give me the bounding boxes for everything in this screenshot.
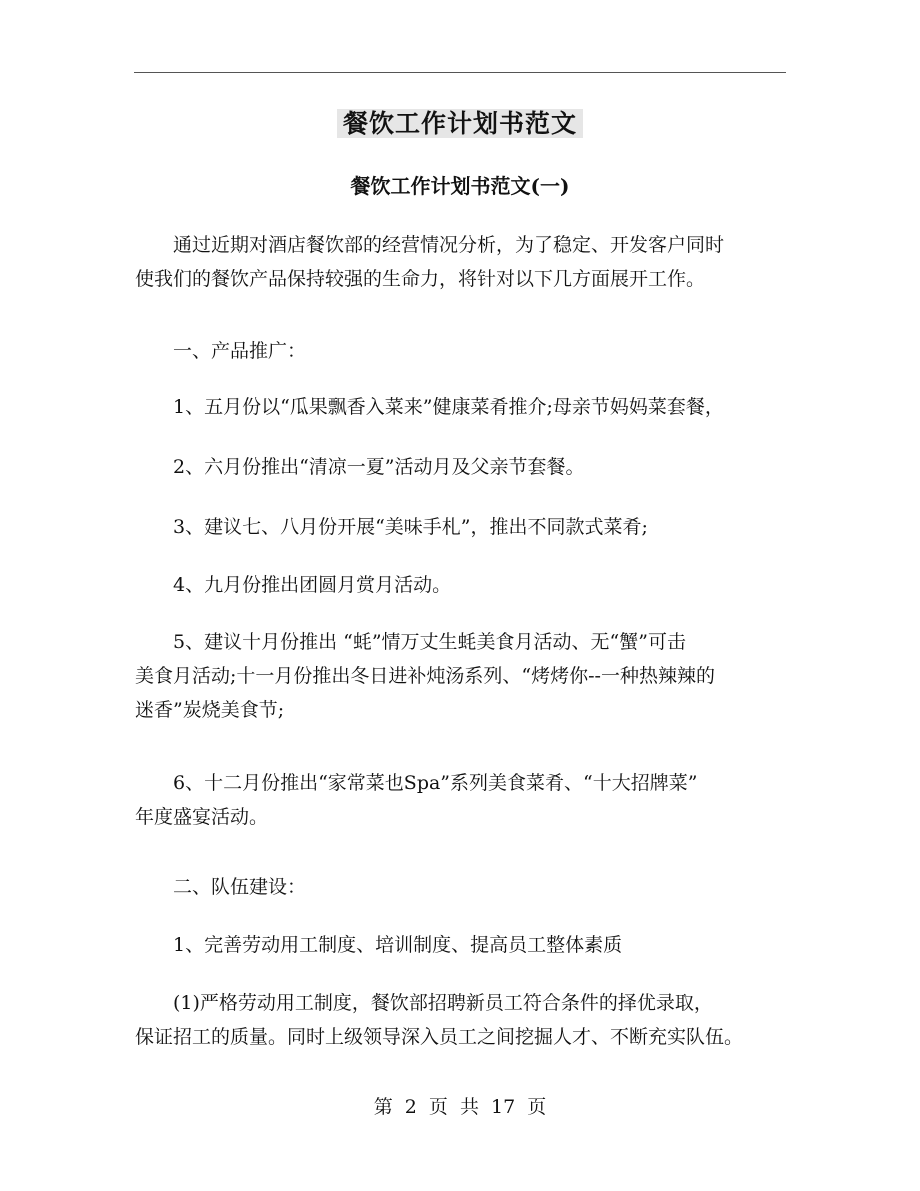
section-2-subitem-1 xyxy=(135,986,795,1054)
item-5-line-3: 迷香”炭烧美食节; xyxy=(135,699,285,721)
document-title-text: 餐饮工作计划书范文 xyxy=(337,109,583,138)
intro-paragraph xyxy=(135,228,795,296)
document-title xyxy=(0,104,920,140)
intro-line-2: 使我们的餐饮产品保持较强的生命力，将针对以下几方面展开工作。 xyxy=(135,268,706,290)
section-1-heading: 一、产品推广： xyxy=(173,340,307,362)
subitem-1-line-2: 保证招工的质量。同时上级领导深入员工之间挖掘人才、不断充实队伍。 xyxy=(135,1026,744,1048)
item-6-line-1: 6、十二月份推出“家常菜也Spa”系列美食菜肴、“十大招牌菜” xyxy=(173,772,698,794)
subitem-1-line-1: (1)严格劳动用工制度，餐饮部招聘新员工符合条件的择优录取， xyxy=(173,992,713,1014)
section-1-item-5 xyxy=(135,625,795,727)
section-2-heading: 二、队伍建设： xyxy=(173,876,307,898)
section-1-item-4: 4、九月份推出团圆月赏月活动。 xyxy=(173,574,452,596)
intro-line-1: 通过近期对酒店餐饮部的经营情况分析，为了稳定、开发客户同时 xyxy=(173,234,725,256)
section-1-item-3: 3、建议七、八月份开展“美味手札”，推出不同款式菜肴; xyxy=(173,516,648,538)
item-5-line-2: 美食月活动;十一月份推出冬日进补炖汤系列、“烤烤你--一种热辣辣的 xyxy=(135,665,715,687)
section-2-item-1: 1、完善劳动用工制度、培训制度、提高员工整体素质 xyxy=(173,934,623,956)
header-rule xyxy=(134,72,786,73)
item-6-line-2: 年度盛宴活动。 xyxy=(135,806,269,828)
section-1-item-2: 2、六月份推出“清凉一夏”活动月及父亲节套餐。 xyxy=(173,456,585,478)
page-number-footer: 第 2 页 共 17 页 xyxy=(373,1096,547,1118)
item-5-line-1: 5、建议十月份推出 “蚝”情万丈生蚝美食月活动、无“蟹”可击 xyxy=(173,631,686,653)
section-1-item-6 xyxy=(135,766,795,834)
document-subtitle: 餐饮工作计划书范文(一) xyxy=(350,174,570,198)
section-1-item-1: 1、五月份以“瓜果飘香入菜来”健康菜肴推介;母亲节妈妈菜套餐， xyxy=(173,396,724,418)
